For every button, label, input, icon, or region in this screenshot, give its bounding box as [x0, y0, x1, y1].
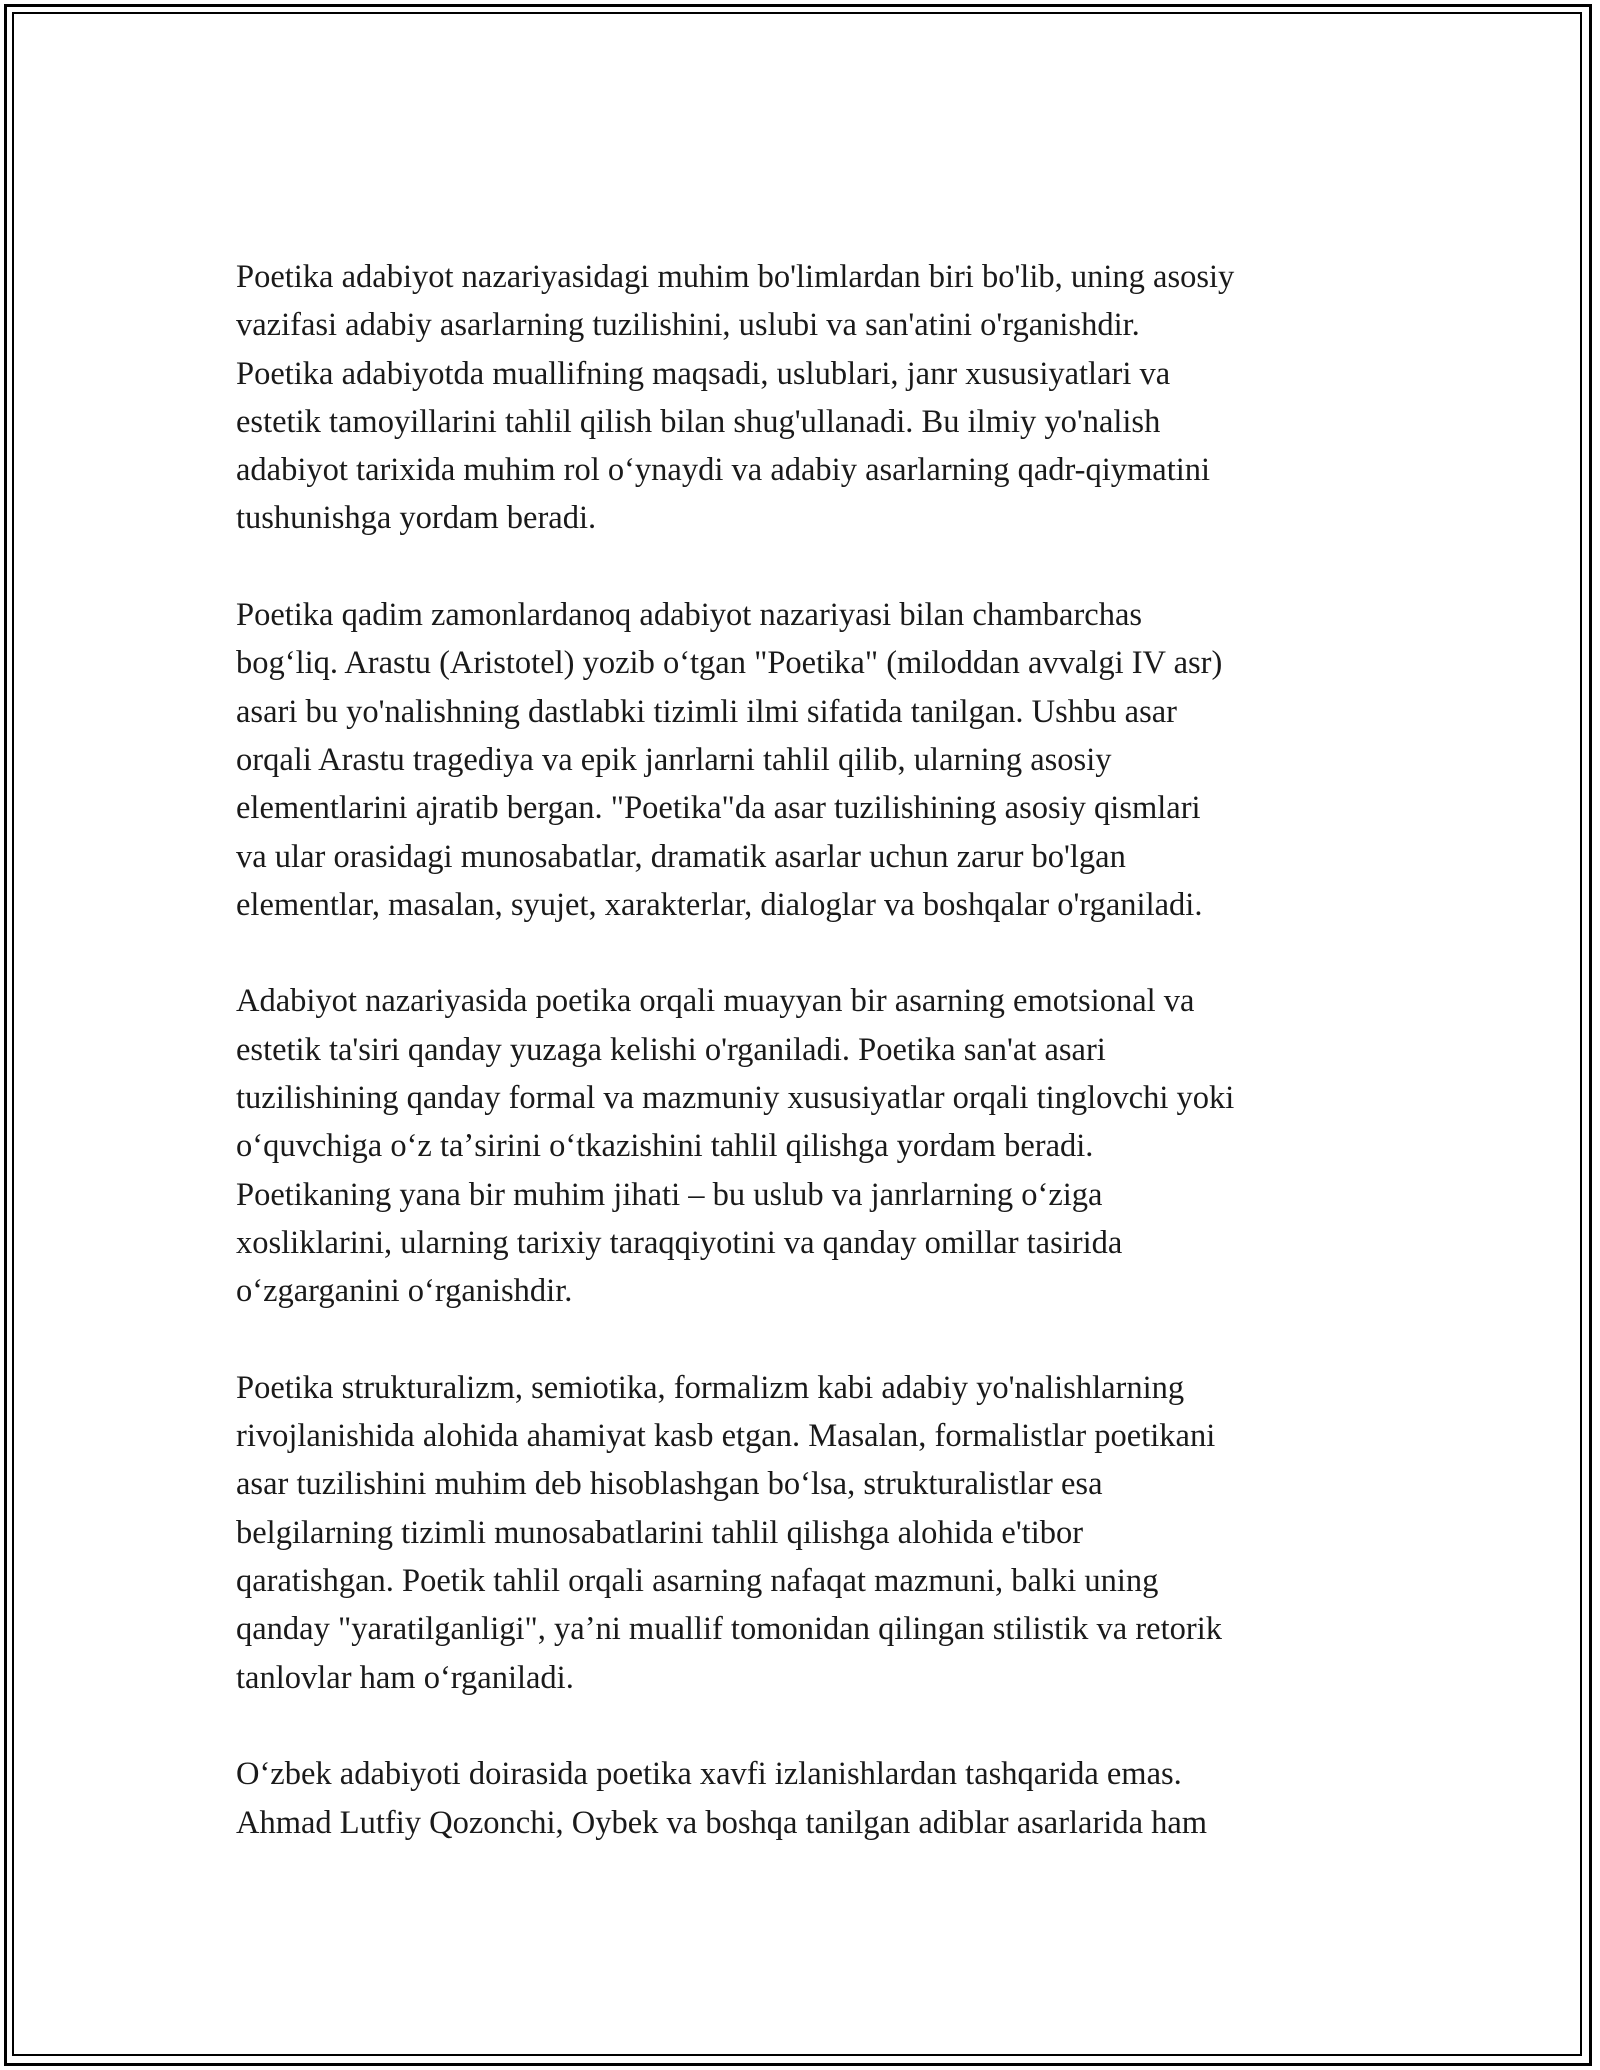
text-line: tushunishga yordam beradi.: [236, 500, 597, 537]
text-line: Poetikaning yana bir muhim jihati – bu uslub va janrlarning oʻziga: [236, 1176, 1103, 1213]
text-line: elementlar, masalan, syujet, xarakterlar, dialoglar va boshqalar o'rganiladi.: [236, 886, 1203, 923]
text-line: Ahmad Lutfiy Qozonchi, Oybek va boshqa tanilgan adiblar asarlarida ham: [236, 1804, 1208, 1841]
paragraph-2: [236, 591, 1364, 929]
text-line: vazifasi adabiy asarlarning tuzilishini, uslubi va san'atini o'rganishdir.: [236, 307, 1140, 344]
text-line: Poetika strukturalizm, semiotika, formalizm kabi adabiy yo'nalishlarning: [236, 1369, 1185, 1406]
text-line: adabiyot tarixida muhim rol oʻynaydi va adabiy asarlarning qadr-qiymatini: [236, 452, 1211, 489]
text-line: qaratishgan. Poetik tahlil orqali asarning nafaqat mazmuni, balki uning: [236, 1563, 1159, 1600]
text-line: estetik ta'siri qanday yuzaga kelishi o'rganiladi. Poetika san'at asari: [236, 1031, 1106, 1068]
text-line: bogʻliq. Arastu (Aristotel) yozib oʻtgan "Poetika" (miloddan avvalgi IV asr): [236, 645, 1223, 682]
text-line: oʻquvchiga oʻz taʼsirini oʻtkazishini tahlil qilishga yordam beradi.: [236, 1128, 1094, 1165]
text-line: Adabiyot nazariyasida poetika orqali muayyan bir asarning emotsional va: [236, 983, 1195, 1020]
text-line: rivojlanishida alohida ahamiyat kasb etgan. Masalan, formalistlar poetikani: [236, 1418, 1216, 1455]
text-line: Oʻzbek adabiyoti doirasida poetika xavfi izlanishlardan tashqarida emas.: [236, 1756, 1182, 1793]
text-line: va ular orasidagi munosabatlar, dramatik asarlar uchun zarur bo'lgan: [236, 838, 1126, 875]
paragraph-3: [236, 977, 1364, 1315]
text-line: xosliklarini, ularning tarixiy taraqqiyotini va qanday omillar tasirida: [236, 1224, 1123, 1261]
text-line: Poetika adabiyotda muallifning maqsadi, uslublari, janr xususiyatlari va: [236, 355, 1171, 392]
text-line: tuzilishining qanday formal va mazmuniy xususiyatlar orqali tinglovchi yoki: [236, 1080, 1235, 1117]
text-line: orqali Arastu tragediya va epik janrlarni tahlil qilib, ularning asosiy: [236, 741, 1112, 778]
text-line: tanlovlar ham oʻrganiladi.: [236, 1659, 574, 1696]
paragraph-5: [236, 1750, 1364, 1847]
text-line: elementlarini ajratib bergan. "Poetika"da asar tuzilishining asosiy qismlari: [236, 790, 1201, 827]
text-line: asari bu yo'nalishning dastlabki tizimli ilmi sifatida tanilgan. Ushbu asar: [236, 693, 1177, 730]
paragraph-1: [236, 253, 1364, 543]
document-body: [236, 253, 1364, 1895]
text-line: oʻzgarganini oʻrganishdir.: [236, 1273, 573, 1310]
paragraph-4: [236, 1364, 1364, 1702]
text-line: qanday "yaratilganligi", yaʼni muallif tomonidan qilingan stilistik va retorik: [236, 1611, 1222, 1648]
text-line: Poetika adabiyot nazariyasidagi muhim bo'limlardan biri bo'lib, uning asosiy: [236, 259, 1235, 295]
text-line: asar tuzilishini muhim deb hisoblashgan boʻlsa, strukturalistlar esa: [236, 1466, 1103, 1503]
text-line: Poetika qadim zamonlardanoq adabiyot nazariyasi bilan chambarchas: [236, 597, 1143, 634]
text-line: estetik tamoyillarini tahlil qilish bilan shug'ullanadi. Bu ilmiy yo'nalish: [236, 403, 1161, 440]
text-line: belgilarning tizimli munosabatlarini tahlil qilishga alohida e'tibor: [236, 1514, 1084, 1551]
